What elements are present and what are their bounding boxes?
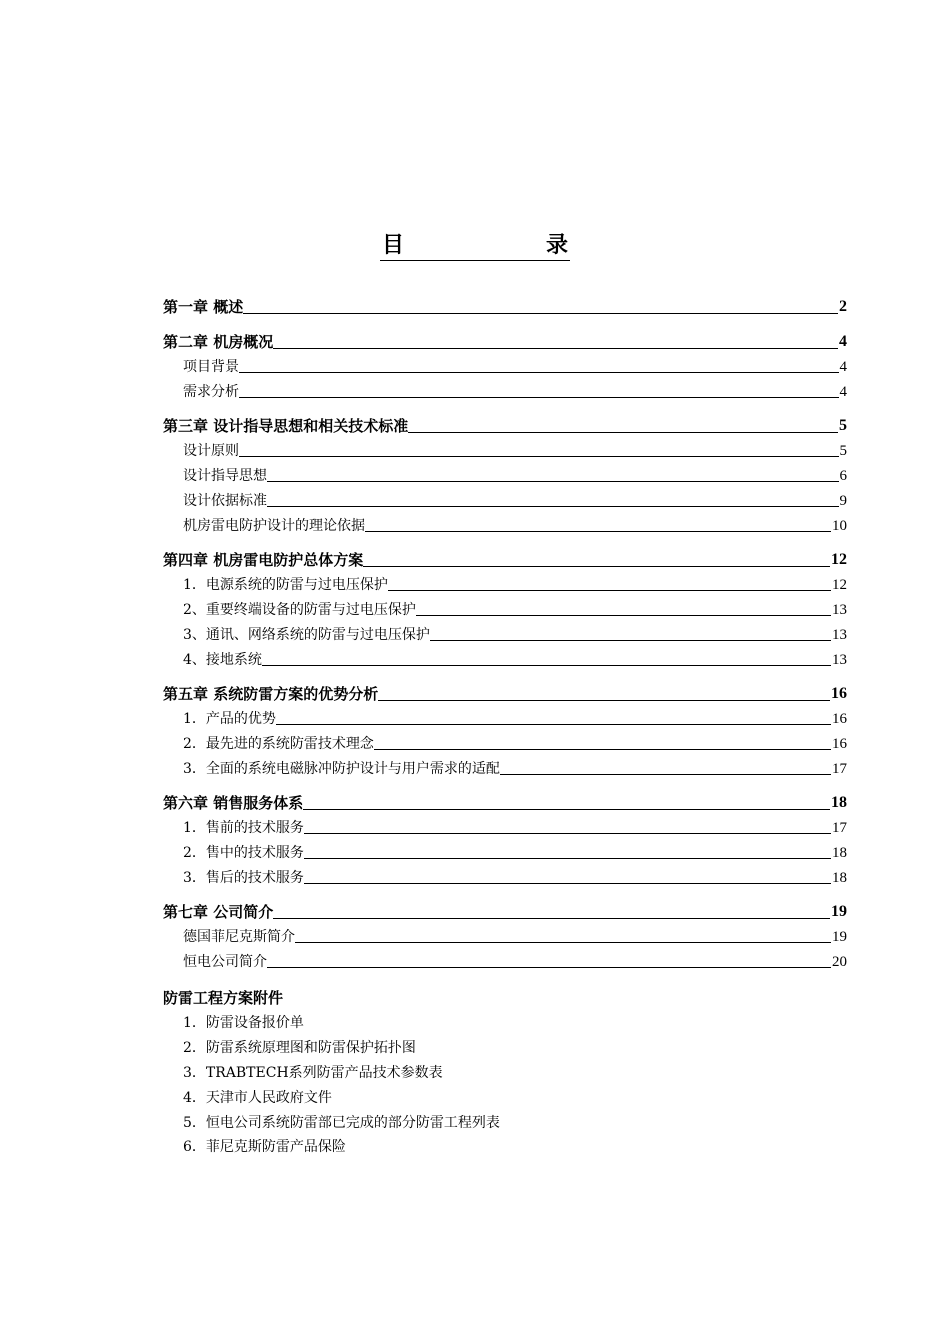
toc-entry-label: 2、重要终端设备的防雷与过电压保护 (183, 602, 416, 618)
toc-leader-line (267, 505, 839, 507)
toc-page-number: 12 (832, 577, 847, 593)
toc-leader-line (267, 966, 831, 968)
toc-entry-label: 3．售后的技术服务 (183, 870, 304, 886)
toc-leader-line (374, 748, 831, 750)
toc-entry-label: 4、接地系统 (183, 652, 262, 668)
toc-section-entry[interactable] (183, 710, 847, 729)
toc-page-number: 19 (831, 903, 847, 920)
toc-entry-label: 机房雷电防护设计的理论依据 (183, 518, 365, 534)
toc-page-number: 2 (839, 298, 847, 315)
toc-leader-line (295, 941, 831, 943)
toc-section-entry[interactable] (183, 953, 847, 972)
toc-chapter-entry[interactable] (163, 297, 847, 317)
toc-page-number: 19 (832, 929, 847, 945)
toc-entry-label: 2．售中的技术服务 (183, 845, 304, 861)
toc-page-number: 12 (831, 551, 847, 568)
toc-page-number: 18 (831, 794, 847, 811)
toc-entry-label: 需求分析 (183, 384, 239, 400)
toc-page-number: 16 (832, 736, 847, 752)
toc-chapter-entry[interactable] (163, 684, 847, 704)
toc-leader-line (239, 371, 839, 373)
toc-entry-label: 第五章 系统防雷方案的优势分析 (163, 685, 379, 703)
toc-title-char-1: 目 (382, 233, 405, 258)
toc-section-entry[interactable] (183, 651, 847, 670)
toc-section-entry[interactable] (183, 869, 847, 888)
appendix-item: 4．天津市人民政府文件 (183, 1090, 332, 1106)
toc-section-entry[interactable] (183, 819, 847, 838)
toc-page-number: 20 (832, 954, 847, 970)
toc-leader-line (239, 455, 839, 457)
toc-chapter-entry[interactable] (163, 902, 847, 922)
toc-page-number: 5 (839, 417, 847, 434)
toc-leader-line (378, 699, 830, 701)
toc-section-entry[interactable] (183, 626, 847, 645)
toc-entry-label: 1．电源系统的防雷与过电压保护 (183, 577, 388, 593)
toc-section-entry[interactable] (183, 517, 847, 536)
toc-entry-label: 德国菲尼克斯简介 (183, 929, 295, 945)
toc-entry-label: 2．最先进的系统防雷技术理念 (183, 736, 374, 752)
toc-entry-label: 3、通讯、网络系统的防雷与过电压保护 (183, 627, 430, 643)
toc-section-entry[interactable] (183, 735, 847, 754)
appendix-item: 3．TRABTECH系列防雷产品技术参数表 (183, 1065, 443, 1081)
toc-title-char-2: 录 (545, 233, 568, 258)
toc-entry-label: 1．售前的技术服务 (183, 820, 304, 836)
toc-page-number: 4 (839, 333, 847, 350)
toc-section-entry[interactable] (183, 467, 847, 486)
toc-page-number: 13 (832, 602, 847, 618)
toc-page-number: 13 (832, 652, 847, 668)
toc-page-number: 16 (832, 711, 847, 727)
toc-section-entry[interactable] (183, 760, 847, 779)
toc-page-number: 17 (832, 761, 847, 777)
toc-entry-label: 第七章 公司简介 (163, 903, 274, 921)
toc-chapter-entry[interactable] (163, 332, 847, 352)
toc-page-number: 16 (831, 685, 847, 702)
toc-page-number: 13 (832, 627, 847, 643)
toc-entry-label: 项目背景 (183, 359, 239, 375)
toc-section-entry[interactable] (183, 442, 847, 461)
toc-title (380, 232, 570, 261)
toc-page-number: 17 (832, 820, 847, 836)
toc-leader-line (276, 723, 831, 725)
toc-section-entry[interactable] (183, 492, 847, 511)
appendix-item: 2．防雷系统原理图和防雷保护拓扑图 (183, 1040, 416, 1056)
toc-leader-line (388, 589, 831, 591)
toc-leader-line (304, 882, 831, 884)
toc-page-number: 4 (839, 359, 847, 375)
toc-page-number: 6 (839, 468, 847, 484)
toc-entry-label: 1．产品的优势 (183, 711, 276, 727)
toc-entry-label: 第一章 概述 (163, 298, 244, 316)
toc-section-entry[interactable] (183, 358, 847, 377)
toc-entry-label: 设计原则 (183, 443, 239, 459)
toc-page-number: 10 (832, 518, 847, 534)
toc-entry-label: 恒电公司简介 (183, 954, 267, 970)
toc-leader-line (262, 664, 831, 666)
toc-leader-line (500, 773, 831, 775)
appendix-heading: 防雷工程方案附件 (163, 989, 284, 1007)
toc-section-entry[interactable] (183, 576, 847, 595)
toc-page-number: 5 (839, 443, 847, 459)
toc-leader-line (303, 808, 830, 810)
toc-section-entry[interactable] (183, 844, 847, 863)
toc-entry-label: 第六章 销售服务体系 (163, 794, 304, 812)
toc-page-number: 18 (832, 845, 847, 861)
toc-chapter-entry[interactable] (163, 550, 847, 570)
toc-leader-line (363, 565, 830, 567)
toc-leader-line (365, 530, 831, 532)
toc-leader-line (273, 347, 838, 349)
toc-leader-line (243, 312, 838, 314)
toc-leader-line (304, 832, 831, 834)
toc-page-number: 4 (839, 384, 847, 400)
toc-section-entry[interactable] (183, 928, 847, 947)
appendix-item: 6．菲尼克斯防雷产品保险 (183, 1139, 346, 1155)
toc-entry-label: 第二章 机房概况 (163, 333, 274, 351)
toc-page-number: 9 (839, 493, 847, 509)
toc-leader-line (430, 639, 831, 641)
appendix-item: 5．恒电公司系统防雷部已完成的部分防雷工程列表 (183, 1115, 500, 1131)
toc-entry-label: 3．全面的系统电磁脉冲防护设计与用户需求的适配 (183, 761, 500, 777)
toc-leader-line (416, 614, 831, 616)
toc-leader-line (408, 431, 838, 433)
toc-leader-line (273, 917, 830, 919)
toc-page-number: 18 (832, 870, 847, 886)
toc-section-entry[interactable] (183, 383, 847, 402)
toc-entry-label: 第四章 机房雷电防护总体方案 (163, 551, 364, 569)
toc-entry-label: 第三章 设计指导思想和相关技术标准 (163, 417, 409, 435)
appendix-item: 1．防雷设备报价单 (183, 1015, 304, 1031)
toc-leader-line (239, 396, 839, 398)
toc-entry-label: 设计依据标准 (183, 493, 267, 509)
toc-section-entry[interactable] (183, 601, 847, 620)
toc-chapter-entry[interactable] (163, 793, 847, 813)
toc-leader-line (267, 480, 839, 482)
toc-leader-line (304, 857, 831, 859)
toc-chapter-entry[interactable] (163, 416, 847, 436)
toc-entry-label: 设计指导思想 (183, 468, 267, 484)
